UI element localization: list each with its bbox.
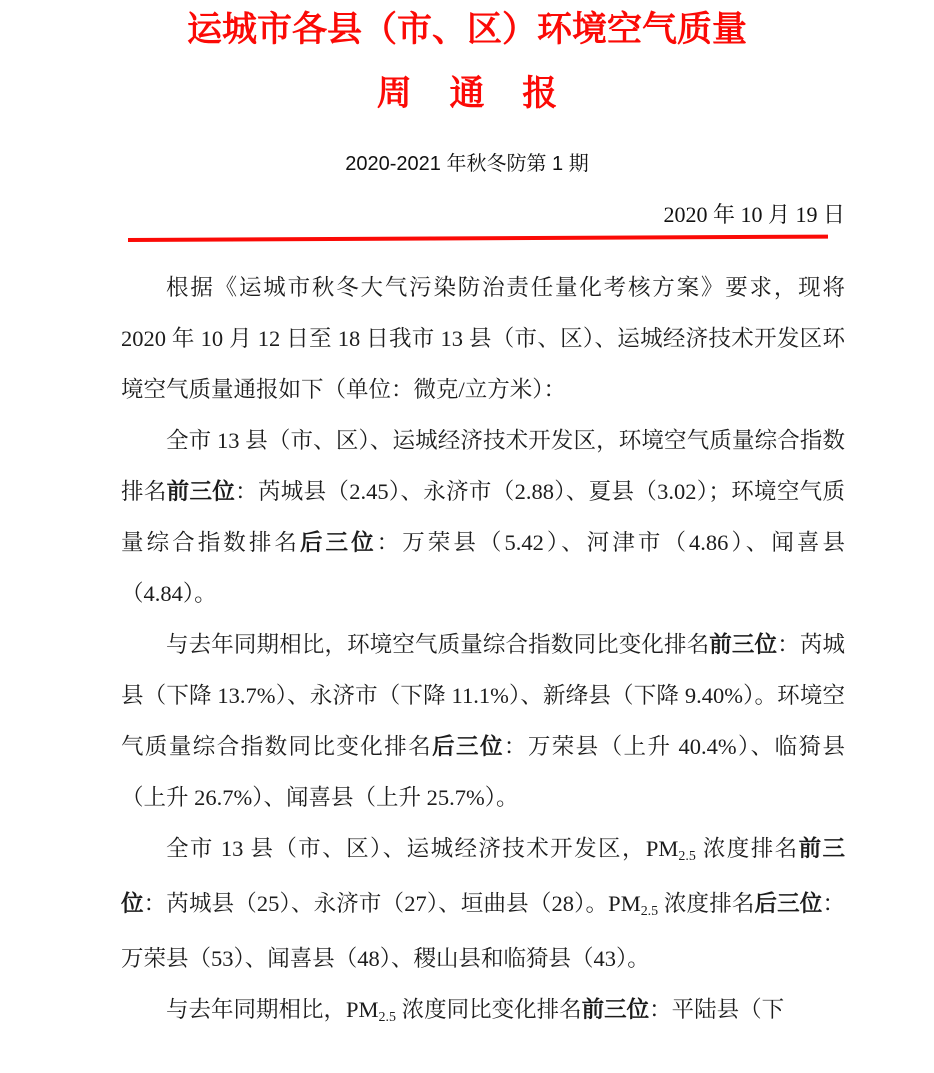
p4-subscript-2: 2.5 bbox=[640, 904, 659, 920]
p3-emphasis-top-three-a: 前三 bbox=[709, 632, 755, 657]
paragraph-aqi-yoy bbox=[121, 619, 845, 823]
p5-segment-2: 浓度同比变化排名 bbox=[395, 997, 582, 1022]
header-rule-container bbox=[0, 234, 934, 248]
p2-emphasis-bottom-three: 后三位 bbox=[299, 530, 377, 555]
issue-number: 2020-2021 年秋冬防第 1 期 bbox=[345, 153, 589, 175]
p1-text: 根据《运城市秋冬大气污染防治责任量化考核方案》要求，现将 2020 年 10 月 12 日至 18 日我市 13 县（市、区）、运城经济技术开发区环境空气质量通报如下（单位：微克/立方米）： bbox=[121, 275, 845, 402]
p4-segment-1: 全市 13 县（市、区）、运城经济技术开发区，PM bbox=[166, 836, 679, 861]
p5-emphasis-top-three: 前三位 bbox=[581, 997, 650, 1022]
p3-segment-2: ：芮城县（下降 13.7%）、永济市（下降 11.1%）、新绛县（下降 9.40%）。环境空气质量综合指数同比变化排名 bbox=[121, 632, 845, 759]
p3-emphasis-bottom-three: 后三位 bbox=[432, 734, 504, 759]
document-body bbox=[121, 262, 845, 1039]
p2-emphasis-top-three: 前三位 bbox=[166, 479, 236, 504]
p4-subscript-1: 2.5 bbox=[678, 849, 696, 865]
paragraph-pm25-ranking bbox=[121, 823, 845, 984]
p2-segment-3: ：万荣县（5.42）、河津市（4.86）、闻喜县（4.84）。 bbox=[121, 530, 845, 606]
p3-segment-1: 与去年同期相比，环境空气质量综合指数同比变化排名 bbox=[166, 632, 710, 657]
p4-emphasis-bottom-three: 后三位 bbox=[754, 891, 823, 916]
paragraph-intro bbox=[121, 262, 845, 415]
paragraph-aqi-ranking bbox=[121, 415, 845, 619]
red-horizontal-rule bbox=[128, 235, 828, 242]
p5-segment-1: 与去年同期相比，PM bbox=[166, 997, 379, 1022]
document-title-line-2: 周 通 报 bbox=[376, 74, 572, 113]
document-title-line-1: 运城市各县（市、区）环境空气质量 bbox=[186, 10, 747, 49]
p5-subscript-1: 2.5 bbox=[378, 1010, 396, 1026]
p3-segment-3: ：万荣县（上升 40.4%）、临猗县（上升 26.7%）、闻喜县（上升 25.7%）。 bbox=[121, 734, 845, 810]
p5-segment-3: ：平陆县（下 bbox=[649, 997, 785, 1022]
paragraph-pm25-yoy bbox=[121, 984, 845, 1039]
p4-segment-4: 浓度排名 bbox=[658, 891, 755, 916]
p2-segment-2: ：芮城县（2.45）、永济市（2.88）、夏县（3.02）；环境空气质量综合指数排名 bbox=[121, 479, 845, 555]
publication-date: 2020 年 10 月 19 日 bbox=[663, 202, 845, 227]
p4-segment-5: ：万荣县（53）、闻喜县（48）、稷山县和临猗县（43）。 bbox=[121, 891, 845, 971]
p2-segment-1: 全市 13 县（市、区）、运城经济技术开发区，环境空气质量综合指数排名 bbox=[121, 428, 845, 504]
masthead bbox=[0, 0, 934, 230]
p4-emphasis-top-three: 前三位 bbox=[121, 836, 845, 916]
p3-emphasis-top-three-b: 位 bbox=[754, 632, 778, 657]
p4-segment-3: ：芮城县（25）、永济市（27）、垣曲县（28）。PM bbox=[143, 891, 641, 916]
p4-segment-2: 浓度排名 bbox=[695, 836, 799, 861]
